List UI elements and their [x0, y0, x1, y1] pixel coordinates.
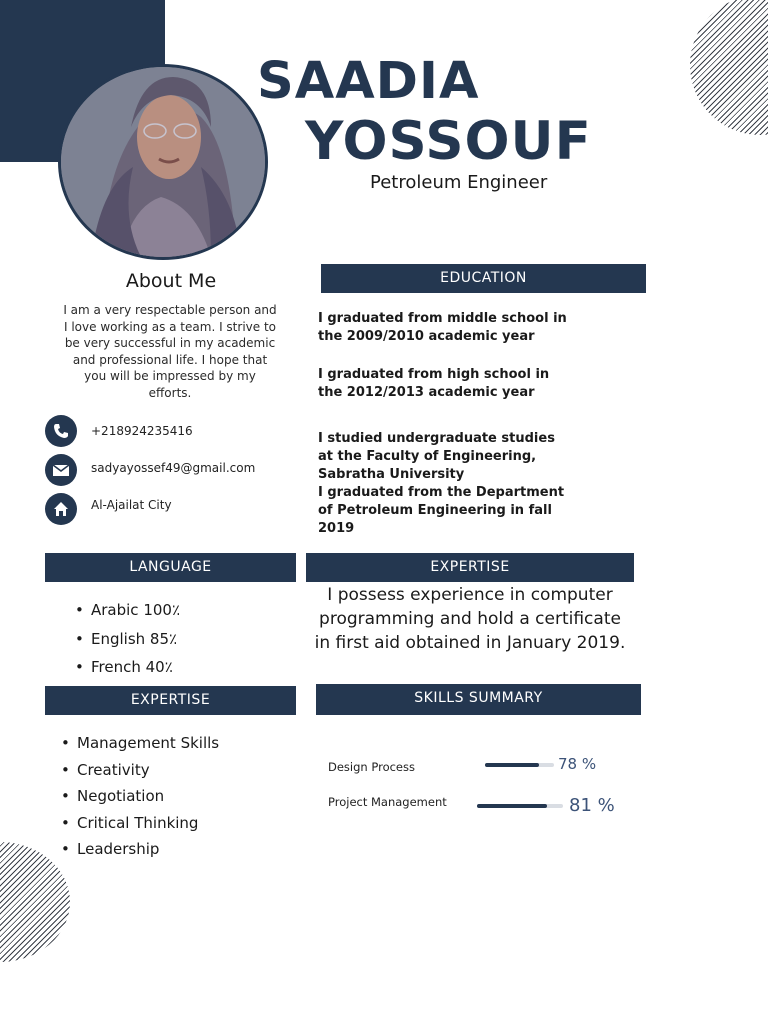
expertise-item: • Leadership [77, 836, 219, 863]
education-entry: I studied undergraduate studies at the Faculty of Engineering, Sabratha University [318, 431, 555, 482]
profile-photo [58, 64, 268, 260]
expertise-item: • Management Skills [77, 730, 219, 757]
expertise-item: • Negotiation [77, 783, 219, 810]
skill-percent: 81 % [569, 795, 615, 816]
expertise-heading-right: EXPERTISE [306, 553, 634, 582]
expertise-description: I possess experience in computer programming and hold a certificate in first aid obtained in January 2019. [314, 585, 626, 653]
skill-label: Project Management [328, 795, 447, 809]
envelope-icon [45, 454, 77, 486]
last-name: YOSSOUF [305, 111, 592, 172]
language-list [91, 596, 180, 682]
skills-heading: SKILLS SUMMARY [316, 684, 641, 715]
email-address: sadyayossef49@gmail.com [91, 461, 256, 475]
language-item: • Arabic 100٪ [91, 596, 180, 625]
skill-label: Design Process [328, 760, 415, 774]
language-item: • English 85٪ [91, 625, 180, 654]
education-heading: EDUCATION [321, 264, 646, 293]
job-title: Petroleum Engineer [370, 172, 548, 193]
about-title: About Me [125, 270, 217, 292]
skill-percent: 78 % [558, 755, 597, 773]
expertise-item: • Critical Thinking [77, 810, 219, 837]
profile-photo-illustration [61, 67, 265, 257]
skill-bar-fill [477, 804, 547, 808]
about-text: I am a very respectable person and I love working as a team. I strive to be very successful in my academic and professional life. I hope that you will be impressed by my efforts. [63, 303, 277, 400]
skill-bar-track [485, 763, 554, 767]
expertise-item: • Creativity [77, 757, 219, 784]
address: Al-Ajailat City [91, 498, 172, 512]
education-entry: I graduated from middle school in the 2009/2010 academic year [318, 311, 567, 344]
expertise-heading-left: EXPERTISE [45, 686, 296, 715]
education-entry: I graduated from the Department of Petroleum Engineering in fall 2019 [318, 485, 565, 536]
skill-bar-track [477, 804, 563, 808]
decorative-hatched-circle [690, 0, 768, 135]
education-entry: I graduated from high school in the 2012/2013 academic year [318, 367, 550, 400]
home-icon [45, 493, 77, 525]
first-name: SAADIA [257, 52, 480, 111]
phone-number: +218924235416 [91, 424, 193, 438]
language-heading: LANGUAGE [45, 553, 296, 582]
skill-bar-fill [485, 763, 539, 767]
phone-icon [45, 415, 77, 447]
language-item: • French 40٪ [91, 653, 180, 682]
expertise-list [77, 730, 219, 863]
decorative-hatched-circle [0, 842, 70, 962]
